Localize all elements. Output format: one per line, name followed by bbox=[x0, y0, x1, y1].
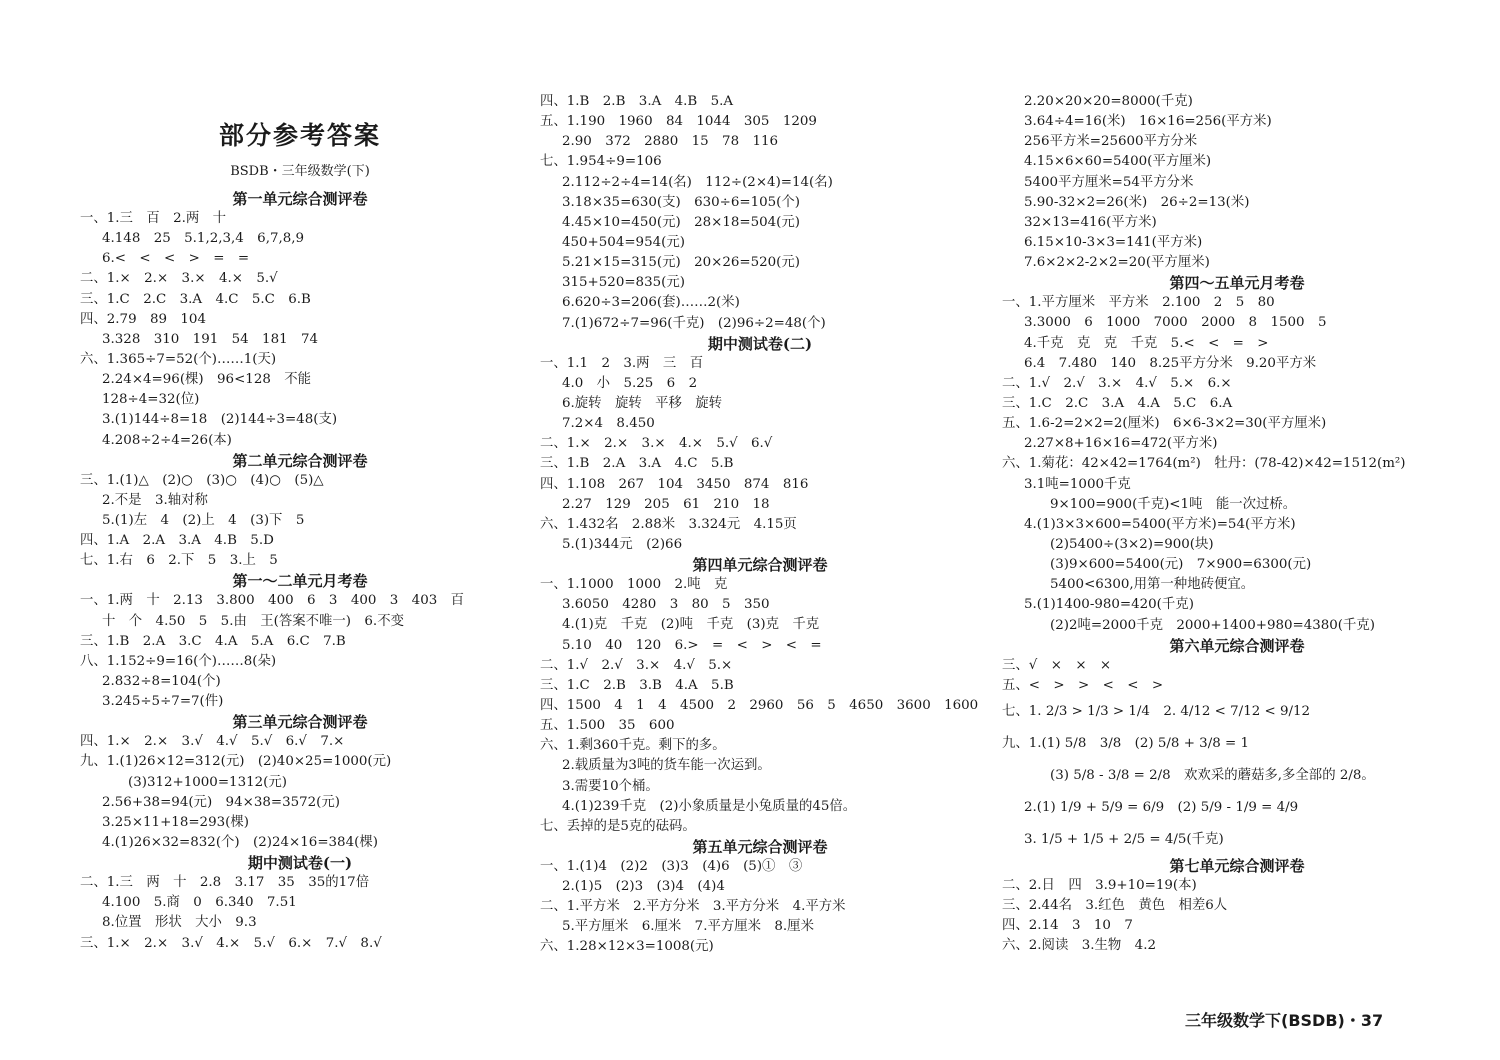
answer-line: 7.6×2×2-2×2=20(平方厘米) bbox=[1024, 255, 1210, 271]
answer-line: 4.(1)3×3×600=5400(平方米)=54(平方米) bbox=[1024, 516, 1296, 532]
answer-line: 七、1.右 6 2.下 5 3.上 5 bbox=[80, 553, 278, 569]
answer-line: 四、1.B 2.B 3.A 4.B 5.A bbox=[540, 94, 734, 109]
answer-line: 五、1.190 1960 84 1044 305 1209 bbox=[540, 114, 817, 130]
answer-line: 2.(1)5 (2)3 (3)4 (4)4 bbox=[562, 879, 725, 895]
answer-line: 4.(1)26×32=832(个) (2)24×16=384(棵) bbox=[102, 834, 378, 850]
answer-line: 4.148 25 5.1,2,3,4 6,7,8,9 bbox=[102, 231, 305, 247]
answer-line: (3) 5/8 - 3/8 = 2/8 欢欢采的蘑菇多,多全部的 2/8。 bbox=[1050, 767, 1375, 783]
section-heading: 第四～五单元月考卷 bbox=[1169, 274, 1305, 293]
answer-line: 2.(1) 1/9 + 5/9 = 6/9 (2) 5/9 - 1/9 = 4/9 bbox=[1024, 799, 1299, 815]
answer-line: 2.载质量为3吨的货车能一次运到。 bbox=[562, 758, 771, 774]
answer-line: 4.100 5.商 0 6.340 7.51 bbox=[102, 895, 297, 911]
answer-line: 三、1.B 2.A 3.A 4.C 5.B bbox=[540, 456, 734, 472]
section-heading: 期中测试卷(一) bbox=[247, 854, 353, 873]
answer-line: 一、1.三 百 2.两 十 bbox=[80, 211, 227, 226]
answer-line: 四、2.79 89 104 bbox=[80, 311, 206, 327]
answer-line: 二、2.日 四 3.9+10=19(本) bbox=[1002, 877, 1197, 893]
answer-line: 一、1.两 十 2.13 3.800 400 6 3 400 3 403 百 bbox=[80, 593, 465, 609]
answer-line: 3.25×11+18=293(棵) bbox=[102, 814, 249, 830]
answer-line: 三、1.(1)△ (2)○ (3)○ (4)○ (5)△ bbox=[80, 472, 324, 488]
answer-line: 5.21×15=315(元) 20×26=520(元) bbox=[562, 255, 800, 271]
answer-line: 5.10 40 120 6.> = < > < = bbox=[562, 637, 822, 653]
answer-line: 3.64÷4=16(米) 16×16=256(平方米) bbox=[1024, 114, 1272, 130]
section-heading: 第六单元综合测评卷 bbox=[1169, 636, 1305, 655]
answer-line: 3.245÷5÷7=7(件) bbox=[102, 694, 224, 710]
answer-line: 5.90-32×2=26(米) 26÷2=13(米) bbox=[1024, 194, 1250, 210]
answer-line: 五、1.6-2=2×2=2(厘米) 6×6-3×2=30(平方厘米) bbox=[1002, 416, 1327, 432]
answer-line: 九、1.(1) 5/8 3/8 (2) 5/8 + 3/8 = 1 bbox=[1002, 735, 1249, 751]
answer-line: 3.6050 4280 3 80 5 350 bbox=[562, 597, 770, 613]
answer-line: 7.2×4 8.450 bbox=[562, 416, 655, 432]
answer-line: 128÷4=32(位) bbox=[102, 392, 200, 408]
answer-line: 六、1.剩360千克。剩下的多。 bbox=[540, 738, 726, 754]
section-heading: 第五单元综合测评卷 bbox=[692, 837, 828, 856]
answer-line: 六、2.阅读 3.生物 4.2 bbox=[1002, 938, 1156, 954]
answer-line: 二、1.平方米 2.平方分米 3.平方分米 4.平方米 bbox=[540, 899, 846, 915]
answer-line: 一、1.(1)4 (2)2 (3)3 (4)6 (5)① ③ bbox=[540, 858, 803, 874]
answer-line: 2.90 372 2880 15 78 116 bbox=[562, 134, 779, 150]
section-heading: 第二单元综合测评卷 bbox=[232, 451, 368, 470]
answer-line: 四、2.14 3 10 7 bbox=[1002, 918, 1133, 934]
answer-line: 八、1.152÷9=16(个)……8(朵) bbox=[80, 653, 277, 669]
section-heading: 第四单元综合测评卷 bbox=[692, 556, 828, 575]
answer-line: 六、1.365÷7=52(个)……1(天) bbox=[80, 351, 277, 367]
section-heading: 第一～二单元月考卷 bbox=[232, 572, 368, 591]
answer-line: 三、1.× 2.× 3.√ 4.× 5.√ 6.× 7.√ 8.√ bbox=[80, 935, 382, 951]
answer-line: 6.4 7.480 140 8.25平方分米 9.20平方米 bbox=[1024, 355, 1317, 371]
answer-line: 二、1.三 两 十 2.8 3.17 35 35的17倍 bbox=[80, 875, 370, 891]
answer-line: 二、1.√ 2.√ 3.× 4.√ 5.× 6.× bbox=[1002, 375, 1232, 391]
answer-line: 2.24×4=96(棵) 96<128 不能 bbox=[102, 372, 312, 388]
answer-line: 5400平方厘米=54平方分米 bbox=[1024, 174, 1194, 190]
answer-line: 5400<6300,用第一种地砖便宜。 bbox=[1050, 577, 1255, 593]
answer-line: 2.27 129 205 61 210 18 bbox=[562, 496, 770, 512]
answer-line: 256平方米=25600平方分米 bbox=[1024, 134, 1198, 150]
answer-line: 6.< < < > = = bbox=[102, 251, 250, 267]
answer-line: (2)5400÷(3×2)=900(块) bbox=[1050, 536, 1214, 552]
answer-line: 九、1.(1)26×12=312(元) (2)40×25=1000(元) bbox=[80, 754, 392, 770]
answer-line: 3.需要10个桶。 bbox=[562, 778, 659, 794]
answer-line: 四、1500 4 1 4 4500 2 2960 56 5 4650 3600 1600 bbox=[540, 697, 979, 713]
answer-line: 5.(1)344元 (2)66 bbox=[562, 536, 683, 552]
answer-line: 4.45×10=450(元) 28×18=504(元) bbox=[562, 214, 800, 230]
answer-line: 32×13=416(平方米) bbox=[1024, 214, 1157, 230]
answer-line: 二、1.× 2.× 3.× 4.× 5.√ 6.√ bbox=[540, 436, 773, 452]
answer-line: 315+520=835(元) bbox=[562, 275, 685, 291]
answer-line: 三、1.B 2.A 3.C 4.A 5.A 6.C 7.B bbox=[80, 633, 346, 649]
answer-line: 四、1.× 2.× 3.√ 4.√ 5.√ 6.√ 7.× bbox=[80, 734, 345, 750]
answer-line: 9×100=900(千克)<1吨 能一次过桥。 bbox=[1050, 496, 1297, 512]
section-heading: 第七单元综合测评卷 bbox=[1169, 856, 1305, 875]
answer-line: 一、1.1 2 3.两 三 百 bbox=[540, 355, 704, 371]
column-left-lines bbox=[80, 189, 520, 954]
page-title: 部分参考答案 bbox=[218, 121, 381, 150]
answer-line: 六、1.菊花：42×42=1764(m²) 牡丹：(78-42)×42=1512(m²) bbox=[1002, 456, 1406, 472]
answer-line: 4.(1)239千克 (2)小象质量是小兔质量的45倍。 bbox=[562, 798, 857, 814]
answer-line: 七、1.954÷9=106 bbox=[540, 154, 662, 170]
answer-line: 5.(1)左 4 (2)上 4 (3)下 5 bbox=[102, 512, 305, 528]
answer-line: 五、< > > < < > bbox=[1002, 677, 1164, 693]
column-left bbox=[80, 92, 520, 954]
answer-line: 三、1.C 2.C 3.A 4.A 5.C 6.A bbox=[1002, 395, 1233, 411]
answer-line: 6.旋转 旋转 平移 旋转 bbox=[562, 395, 723, 411]
answer-line: 七、丢掉的是5克的砝码。 bbox=[540, 818, 696, 834]
answer-line: 5.平方厘米 6.厘米 7.平方厘米 8.厘米 bbox=[562, 919, 814, 935]
answer-line: 四、1.A 2.A 3.A 4.B 5.D bbox=[80, 533, 274, 549]
answer-line: 五、1.500 35 600 bbox=[540, 718, 675, 734]
answer-line: 2.112÷2÷4=14(名) 112÷(2×4)=14(名) bbox=[562, 174, 833, 190]
answer-line: 一、1.平方厘米 平方米 2.100 2 5 80 bbox=[1002, 295, 1275, 311]
section-heading: 第三单元综合测评卷 bbox=[232, 713, 368, 732]
answer-line: 3.(1)144÷8=18 (2)144÷3=48(支) bbox=[102, 412, 338, 428]
answer-line: 6.620÷3=206(套)……2(米) bbox=[562, 295, 740, 311]
answer-line: 3.328 310 191 54 181 74 bbox=[102, 331, 319, 347]
page-subtitle: BSDB・三年级数学(下) bbox=[230, 164, 370, 179]
answer-line: 3.3000 6 1000 7000 2000 8 1500 5 bbox=[1024, 315, 1327, 331]
answer-line: 三、2.44名 3.红色 黄色 相差6人 bbox=[1002, 898, 1228, 914]
answer-line: 六、1.432名 2.88米 3.324元 4.15页 bbox=[540, 516, 797, 532]
answer-line: 2.20×20×20=8000(千克) bbox=[1024, 94, 1193, 109]
column-middle bbox=[540, 92, 980, 958]
answer-line: 三、√ × × × bbox=[1002, 657, 1112, 673]
answer-line: 4.15×6×60=5400(平方厘米) bbox=[1024, 154, 1212, 170]
answer-line: 450+504=954(元) bbox=[562, 234, 685, 250]
answer-line: 二、1.√ 2.√ 3.× 4.√ 5.× bbox=[540, 657, 733, 673]
answer-line: 4.(1)克 千克 (2)吨 千克 (3)克 千克 bbox=[562, 617, 820, 633]
answer-line: 2.832÷8=104(个) bbox=[102, 673, 221, 689]
section-heading: 期中测试卷(二) bbox=[707, 334, 813, 353]
answer-line: 七、1. 2/3 > 1/3 > 1/4 2. 4/12 < 7/12 < 9/12 bbox=[1002, 703, 1311, 719]
answer-line: 4.208÷2÷4=26(本) bbox=[102, 432, 232, 448]
answer-line: 7.(1)672÷7=96(千克) (2)96÷2=48(个) bbox=[562, 315, 826, 331]
answer-line: 4.千克 克 克 千克 5.< < = > bbox=[1024, 335, 1269, 351]
answer-line: (3)312+1000=1312(元) bbox=[128, 774, 287, 790]
answer-line: 3.18×35=630(支) 630÷6=105(个) bbox=[562, 194, 800, 210]
answer-line: 三、1.C 2.B 3.B 4.A 5.B bbox=[540, 677, 734, 693]
answer-line: 2.56+38=94(元) 94×38=3572(元) bbox=[102, 794, 340, 810]
answer-line: 十 个 4.50 5 5.由 王(答案不唯一) 6.不变 bbox=[102, 613, 404, 629]
answer-line: 六、1.28×12×3=1008(元) bbox=[540, 939, 714, 955]
answer-line: (3)9×600=5400(元) 7×900=6300(元) bbox=[1050, 557, 1312, 573]
answer-line: 三、1.C 2.C 3.A 4.C 5.C 6.B bbox=[80, 291, 311, 307]
answer-line: 二、1.× 2.× 3.× 4.× 5.√ bbox=[80, 271, 278, 287]
answer-line: 3.1吨=1000千克 bbox=[1024, 476, 1131, 492]
column-right-lines bbox=[1002, 92, 1472, 957]
answer-line: 2.27×8+16×16=472(平方米) bbox=[1024, 436, 1218, 452]
answer-line: 2.不是 3.轴对称 bbox=[102, 492, 208, 508]
answer-line: 4.0 小 5.25 6 2 bbox=[562, 375, 698, 391]
answer-line: 3. 1/5 + 1/5 + 2/5 = 4/5(千克) bbox=[1024, 831, 1224, 847]
answer-line: 四、1.108 267 104 3450 874 816 bbox=[540, 476, 809, 492]
answer-line: 5.(1)1400-980=420(千克) bbox=[1024, 597, 1194, 613]
answer-line: 8.位置 形状 大小 9.3 bbox=[102, 915, 257, 931]
answer-line: 6.15×10-3×3=141(平方米) bbox=[1024, 234, 1203, 250]
section-heading: 第一单元综合测评卷 bbox=[232, 190, 368, 208]
page-footer: 三年级数学下(BSDB)・37 bbox=[1185, 1011, 1384, 1030]
answer-line: 一、1.1000 1000 2.吨 克 bbox=[540, 577, 728, 593]
column-middle-lines bbox=[540, 92, 980, 958]
answer-line: (2)2吨=2000千克 2000+1400+980=4380(千克) bbox=[1050, 617, 1376, 633]
column-right bbox=[1002, 92, 1472, 957]
